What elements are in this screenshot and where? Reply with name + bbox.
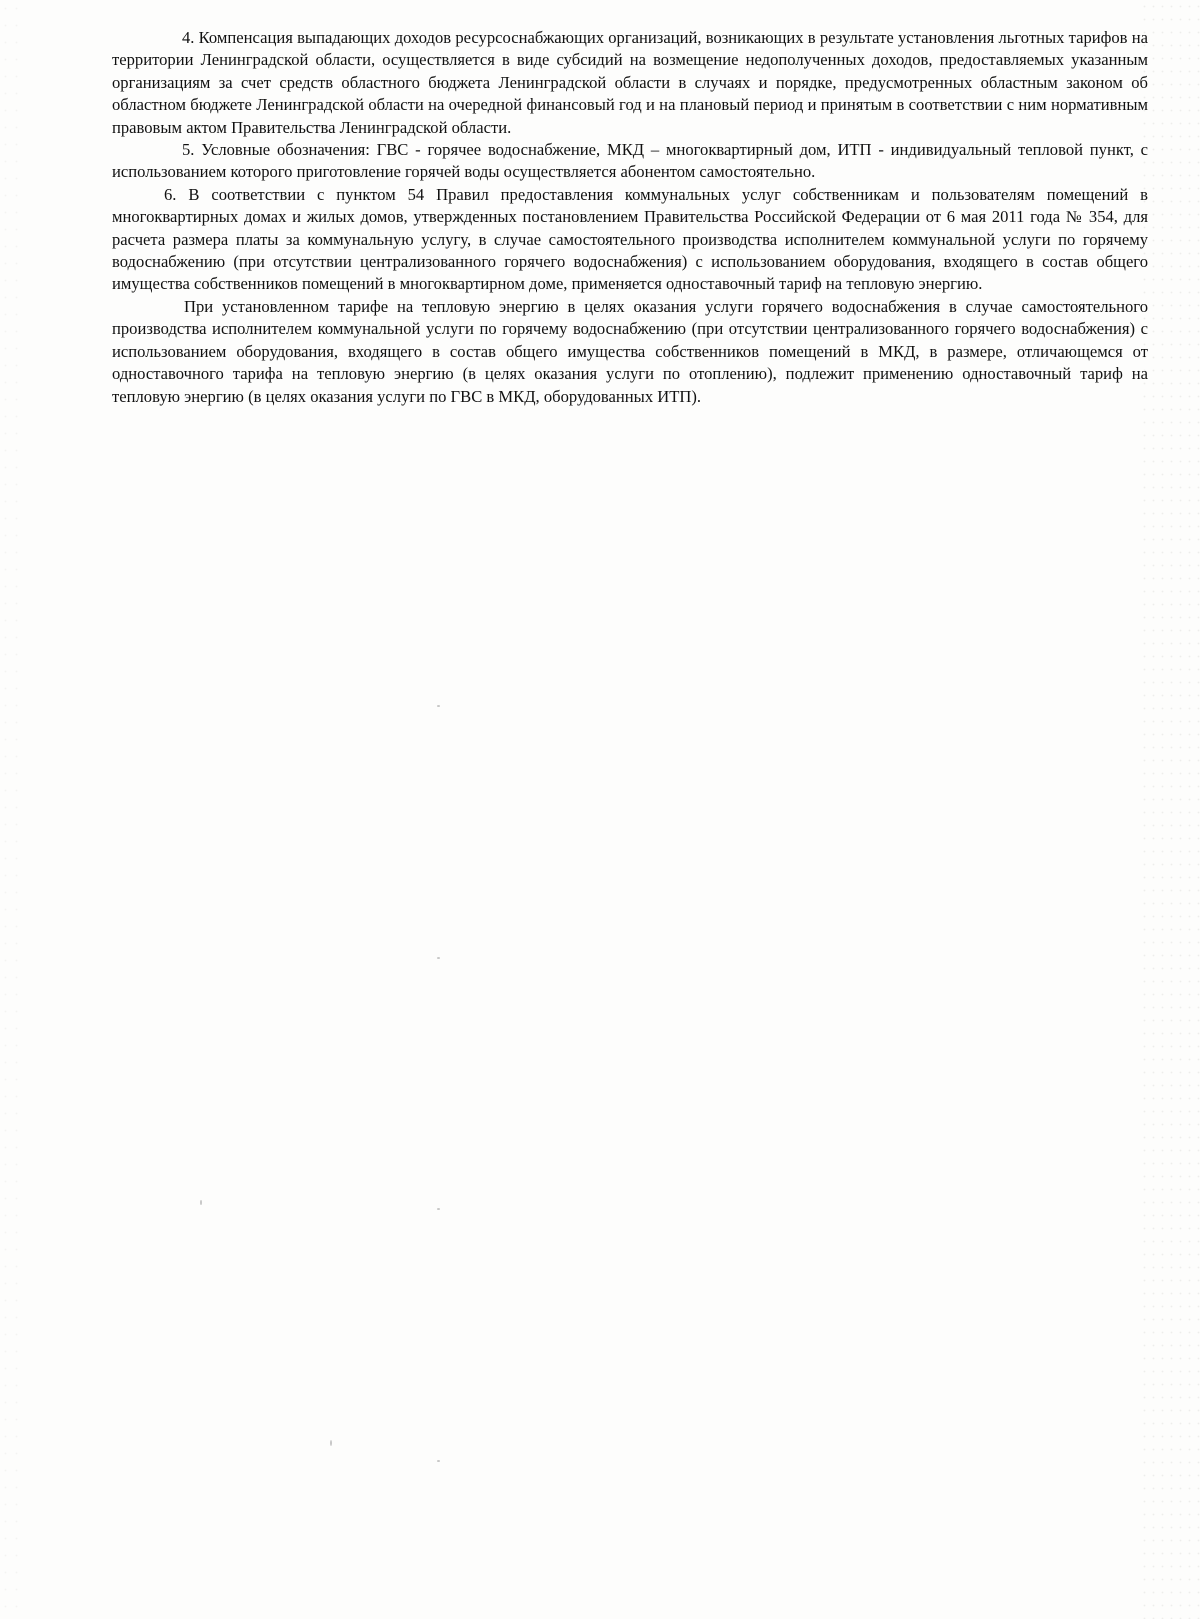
paragraph-item-4: 4. Компенсация выпадающих доходов ресурсоснабжающих организаций, возникающих в результате установления льготных тарифов на территории Ленинградской области, осуществляется в виде субсидий на возмещение недополученных доходов, предоставляемых указанным организациям за счет средств областного бюджета Ленинградской области в случаях и порядке, предусмотренных областным законом об областном бюджете Ленинградской области на очередной финансовый год и на плановый период и принятым в соответствии с ним нормативным правовым актом Правительства Ленинградской области. [112, 28, 1148, 137]
paragraph-item-6: 6. В соответствии с пунктом 54 Правил предоставления коммунальных услуг собственникам и пользователям помещений в многоквартирных домах и жилых домов, утвержденных постановлением Правительства Российской Федерации от 6 мая 2011 года № 354, для расчета размера платы за коммунальную услугу, в случае самостоятельного производства исполнителем коммунальной услуги по горячему водоснабжению (при отсутствии централизованного горячего водоснабжения) с использованием оборудования, входящего в состав общего имущества собственников помещений в многоквартирном доме, применяется одноставочный тариф на тепловую энергию. [112, 184, 1148, 294]
paragraph-item-5: 5. Условные обозначения: ГВС - горячее водоснабжение, МКД – многоквартирный дом, ИТП - индивидуальный тепловой пункт, с использованием которого приготовление горячей воды осуществляется абонентом самостоятельно. [112, 140, 1148, 182]
scan-speck [200, 1200, 202, 1205]
scan-speck [437, 1460, 440, 1462]
scan-speck [330, 1440, 332, 1446]
scan-edge-noise-right [1140, 0, 1200, 1619]
paragraph-tariff-note: При установленном тарифе на тепловую энергию в целях оказания услуги горячего водоснабжения в случае самостоятельного производства исполнителем коммунальной услуги по горячему водоснабжению (при отсутствии централизованного горячего водоснабжения) с использованием оборудования, входящего в состав общего имущества собственников помещений в МКД, в размере, отличающемся от одноставочного тарифа на тепловую энергию (в целях оказания услуги по отоплению), подлежит применению одноставочный тариф на тепловую энергию (в целях оказания услуги по ГВС в МКД, оборудованных ИТП). [112, 296, 1148, 406]
scan-edge-noise-left [0, 0, 24, 1619]
scan-speck [437, 957, 440, 959]
scan-speck [437, 705, 440, 707]
scan-speck [437, 1208, 440, 1210]
document-body [112, 27, 1148, 408]
